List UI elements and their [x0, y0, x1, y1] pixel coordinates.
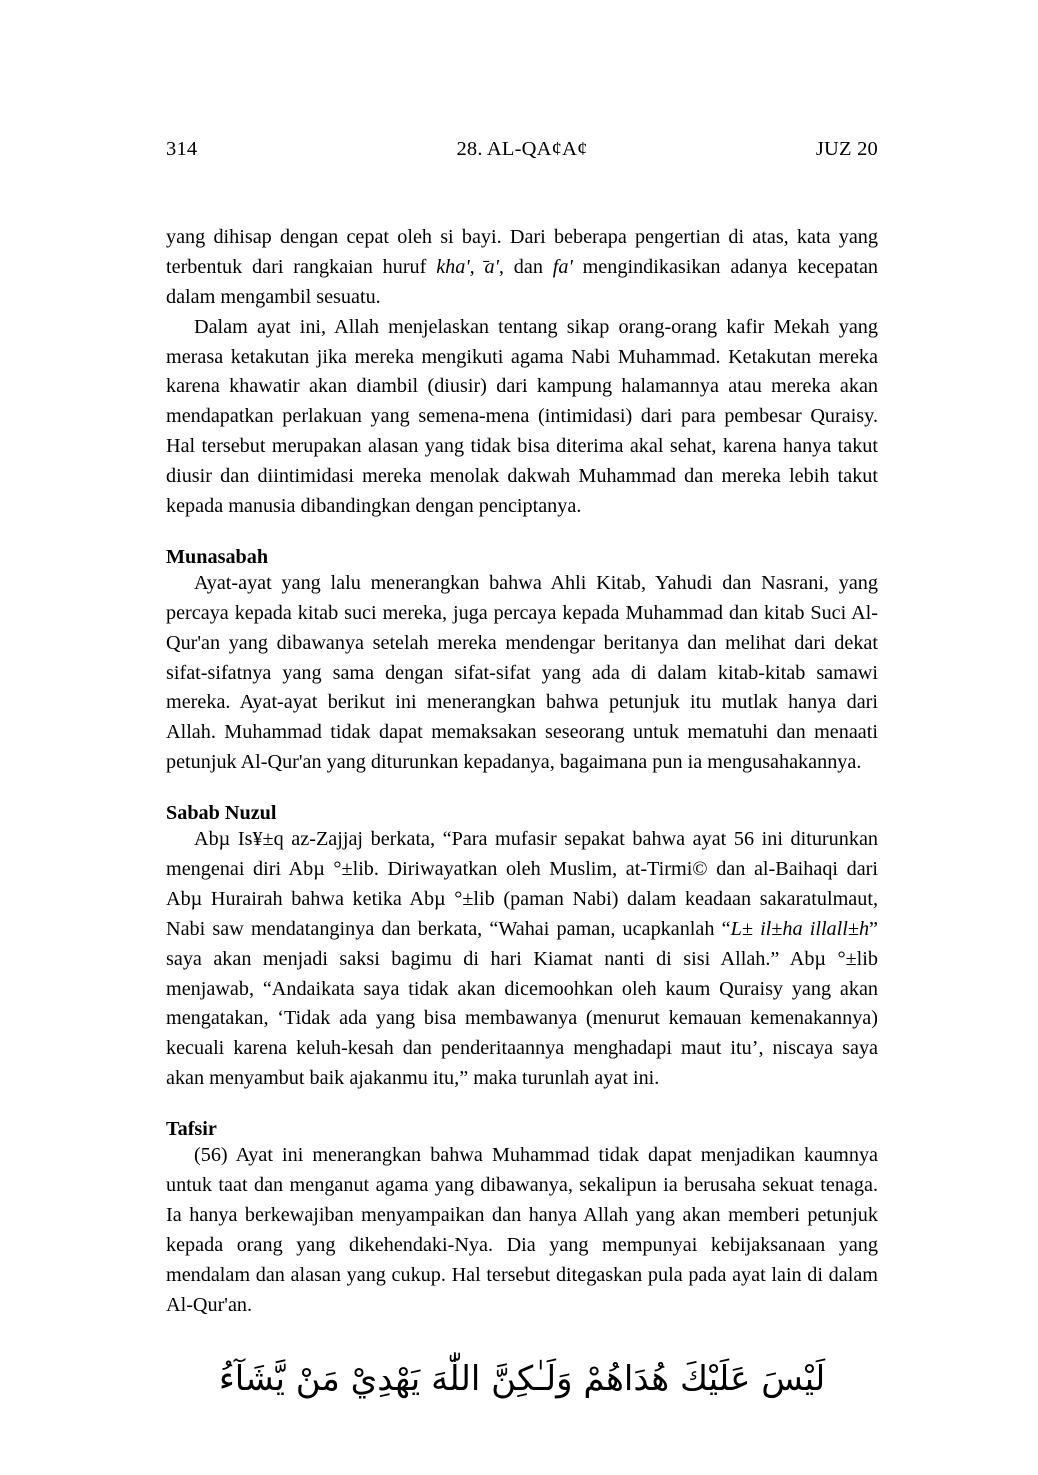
sabab-text-b: ” saya akan menjadi saksi bagimu di hari Kiamat nanti di sisi Allah.” Abµ °±lib menjawab, “Andaikata saya tidak akan dicemoohkan oleh kaum Quraisy yang akan mengatakan, ‘Tidak ada yang bisa membawanya (menurut kemauan kemenakannya) kecuali karena keluh-kesah dan penderitaannya menghadapi maut itu’, niscaya saya akan menyambut baik ajakanmu itu,” maka turunlah ayat ini.: [166, 917, 879, 1090]
paragraph-sabab-nuzul: [166, 825, 878, 1094]
page-content: [166, 138, 878, 1408]
paragraph-text-b: mengindikasikan adanya kecepatan dalam mengambil sesuatu.: [166, 255, 879, 308]
running-title: 28. AL-QA¢A¢: [456, 138, 588, 160]
heading-munasabah: Munasabah: [166, 545, 269, 568]
page-number: 314: [166, 138, 198, 160]
spacer-3: [166, 1094, 878, 1118]
paragraph-text-a: yang dihisap dengan cepat oleh si bayi. Dari beberapa pengertian di atas, kata yang terbentuk dari rangkaian huruf: [166, 226, 878, 278]
term-a: ̄a',: [484, 255, 504, 278]
paragraph-text-mid: dan: [503, 255, 553, 278]
term-kha: kha',: [436, 255, 475, 278]
spacer-1: [166, 522, 878, 546]
paragraph-continuation: [166, 223, 878, 313]
spacer-2: [166, 778, 878, 802]
paragraph-ayat-context: Dalam ayat ini, Allah menjelaskan tentang sikap orang-orang kafir Mekah yang merasa ketakutan jika mereka mengikuti agama Nabi Muhammad. Ketakutan mereka karena khawatir akan diambil (diusir) dari kampung halamannya atau mereka akan mendapatkan perlakuan yang semena-mena (intimidasi) dari para pembesar Quraisy. Hal tersebut merupakan alasan yang tidak bisa diterima akal sehat, karena hanya takut diusir dan diintimidasi mereka menolak dakwah Muhammad dan mereka lebih takut kepada manusia dibandingkan dengan penciptanya.: [166, 315, 878, 518]
shahada-phrase: L± il±ha illall±h: [730, 917, 870, 940]
juz-label: JUZ 20: [815, 138, 878, 160]
space-1: [475, 256, 485, 278]
heading-tafsir: Tafsir: [166, 1118, 217, 1141]
page-header: [166, 138, 878, 161]
body-block: [166, 223, 878, 1408]
paragraph-tafsir: (56) Ayat ini menerangkan bahwa Muhammad tidak dapat menjadikan kaumnya untuk taat dan menganut agama yang dibawanya, sekalipun ia berusaha sekuat tenaga. Ia hanya berkewajiban menyampaikan dan hanya Allah yang akan memberi petunjuk kepada orang yang dikehendaki-Nya. Dia yang mempunyai kebijaksanaan yang mendalam dan alasan yang cukup. Hal tersebut ditegaskan pula pada ayat lain di dalam Al-Qur'an.: [166, 1144, 878, 1316]
term-fa: fa': [552, 255, 573, 278]
heading-sabab-nuzul: Sabab Nuzul: [166, 802, 277, 825]
paragraph-munasabah: Ayat-ayat yang lalu menerangkan bahwa Ahli Kitab, Yahudi dan Nasrani, yang percaya kepada kitab suci mereka, juga percaya kepada Muhammad dan kitab Suci Al-Qur'an yang dibawanya setelah mereka mendengar beritanya dan melihat dari dekat sifat-sifatnya yang sama dengan sifat-sifat yang ada di dalam kitab-kitab samawi mereka. Ayat-ayat berikut ini menerangkan bahwa petunjuk itu mutlak hanya dari Allah. Muhammad tidak dapat memaksakan seseorang untuk mematuhi dan menaati petunjuk Al-Qur'an yang diturunkan kepadanya, bagaimana pun ia mengusahakannya.: [166, 571, 878, 774]
quran-verse-arabic: لَيْسَ عَلَيْكَ هُدَاهُمْ وَلَـٰكِنَّ اللّٰهَ يَهْدِيْ مَنْ يَّشَآءُ: [218, 1358, 826, 1399]
sabab-text-a: Abµ Is¥±q az-Zajjaj berkata, “Para mufasir sepakat bahwa ayat 56 ini diturunkan mengenai diri Abµ °±lib. Diriwayatkan oleh Muslim, at-Tirmi© dan al-Baihaqi dari Abµ Hurairah bahwa ketika Abµ °±lib (paman Nabi) dalam keadaan sakaratulmaut, Nabi saw mendatanginya dan berkata, “Wahai paman, ucapkanlah “: [166, 828, 878, 940]
